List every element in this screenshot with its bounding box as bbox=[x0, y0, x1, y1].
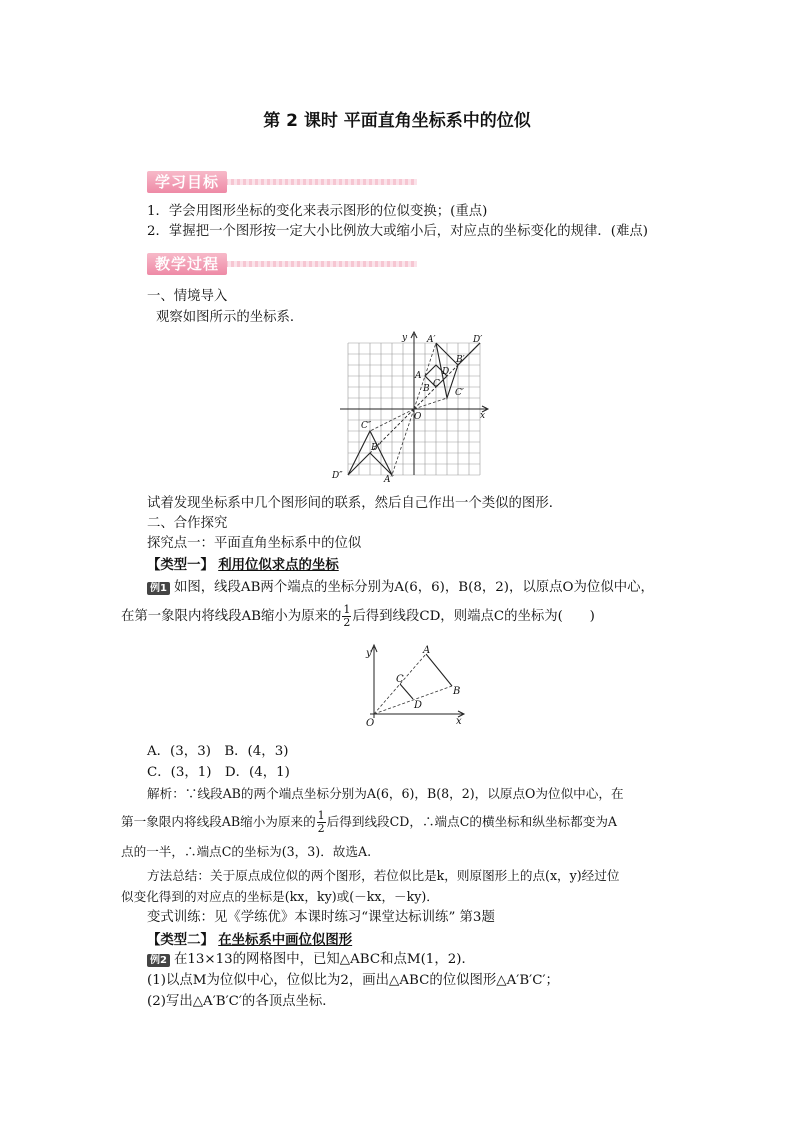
method-line1: 方法总结：关于原点成位似的两个图形，若位似比是k，则原图形上的点(x，y)经过位 bbox=[147, 868, 620, 883]
practice-line: 变式训练：见《学练优》本课时练习“课堂达标训练” 第3题 bbox=[147, 910, 495, 925]
analysis-fraction-one-half bbox=[317, 810, 326, 835]
analysis-text-line2a: 第一象限内将线段AB缩小为原来的 bbox=[121, 814, 316, 829]
analysis-line2 bbox=[121, 810, 617, 835]
analysis-line1: 解析：∵线段AB的两个端点坐标分别为A(6，6)，B(8，2)，以原点O为位似中心，在 bbox=[147, 786, 624, 801]
type1-title: 利用位似求点的坐标 bbox=[218, 557, 339, 573]
fig1-label-b-double: B″ bbox=[371, 443, 381, 453]
fig2-label-x: x bbox=[456, 716, 462, 727]
fraction-one-half bbox=[342, 604, 351, 629]
figure-segment-ab bbox=[360, 642, 470, 734]
analysis-text-line2b: 后得到线段CD，∴端点C的横坐标和纵坐标都变为A bbox=[326, 814, 618, 829]
example1-badge: 例1 bbox=[147, 582, 170, 595]
intro-heading: 一、情境导入 bbox=[147, 289, 228, 304]
example2-badge: 例2 bbox=[147, 954, 170, 967]
options-row1: A．(3，3) B．(4，3) bbox=[147, 744, 289, 759]
example1-text-line2b: 后得到线段CD，则端点C的坐标为( ) bbox=[352, 609, 595, 624]
analysis-fraction-numerator: 1 bbox=[317, 809, 325, 822]
fig1-label-y: y bbox=[402, 333, 408, 343]
explore-heading: 二、合作探究 bbox=[147, 516, 228, 531]
fig2-label-y: y bbox=[366, 648, 372, 659]
fig1-label-b-prime: B′ bbox=[456, 355, 465, 365]
fig1-label-a: A bbox=[415, 371, 422, 381]
page-title: 第 2 课时 平面直角坐标系中的位似 bbox=[263, 111, 531, 131]
fig2-label-c: C bbox=[396, 674, 404, 685]
example1-line1 bbox=[147, 578, 654, 599]
type2-tag: 【类型二】 bbox=[147, 932, 214, 948]
fig1-label-c-double: C″ bbox=[361, 421, 372, 431]
fig1-label-origin: O bbox=[414, 412, 422, 422]
type1-heading bbox=[147, 555, 339, 576]
fig1-label-b: B bbox=[423, 384, 430, 394]
goal-2: 2．掌握把一个图形按一定大小比例放大或缩小后，对应点的坐标变化的规律．(难点) bbox=[147, 224, 649, 239]
example2-question2: (2)写出△A′B′C′的各顶点坐标． bbox=[147, 994, 336, 1009]
intro-observe: 观察如图所示的坐标系． bbox=[156, 310, 304, 325]
fraction-numerator: 1 bbox=[343, 603, 351, 616]
fraction-denominator: 2 bbox=[343, 616, 351, 629]
section-goals-label: 学习目标 bbox=[155, 173, 220, 191]
example2-question1: (1)以点M为位似中心，位似比为2，画出△ABC的位似图形△A′B′C′； bbox=[147, 973, 559, 988]
fig1-label-d-prime: D′ bbox=[473, 335, 483, 345]
example2-line1 bbox=[147, 950, 475, 971]
fig2-label-d: D bbox=[414, 700, 423, 711]
method-line2: 似变化得到的对应点的坐标是(kx，ky)或(－kx，－ky)． bbox=[121, 889, 439, 904]
explore-point1: 探究点一：平面直角坐标系中的位似 bbox=[147, 536, 362, 551]
section-goals bbox=[147, 171, 417, 193]
type2-title: 在坐标系中画位似图形 bbox=[218, 932, 353, 948]
analysis-fraction-denominator: 2 bbox=[317, 822, 325, 835]
fig2-label-b: B bbox=[453, 686, 461, 697]
fig1-label-a-double: A″ bbox=[384, 475, 394, 483]
type1-tag: 【类型一】 bbox=[147, 557, 214, 573]
fig1-label-c: C bbox=[433, 379, 440, 389]
fig1-label-a-prime: A′ bbox=[427, 335, 436, 345]
example2-text-line1: 在13×13的网格图中，已知△ABC和点M(1，2)． bbox=[173, 952, 475, 967]
options-row2: C．(3，1) D．(4，1) bbox=[147, 765, 290, 780]
type2-heading bbox=[147, 930, 352, 951]
intro-task: 试着发现坐标系中几个图形间的联系，然后自己作出一个类似的图形． bbox=[147, 496, 563, 511]
fig1-label-d-double: D″ bbox=[332, 471, 343, 481]
section-process-label: 教学过程 bbox=[155, 255, 220, 273]
fig2-label-a: A bbox=[423, 645, 431, 656]
example1-line2 bbox=[121, 604, 595, 629]
fig1-label-d: D bbox=[442, 367, 450, 377]
fig1-label-x: x bbox=[480, 411, 486, 421]
goal-1: 1．学会用图形坐标的变化来表示图形的位似变换；(重点) bbox=[147, 204, 488, 219]
analysis-line3: 点的一半，∴端点C的坐标为(3，3)．故选A. bbox=[121, 844, 372, 859]
figure-coordinate-grid bbox=[330, 328, 500, 483]
section-process bbox=[147, 253, 417, 275]
fig2-label-origin: O bbox=[366, 718, 375, 729]
fig1-label-c-prime: C′ bbox=[455, 388, 464, 398]
example1-text-line1: 如图，线段AB两个端点的坐标分别为A(6，6)，B(8，2)，以原点O为位似中心， bbox=[173, 580, 654, 595]
example1-text-line2a: 在第一象限内将线段AB缩小为原来的 bbox=[121, 609, 342, 624]
